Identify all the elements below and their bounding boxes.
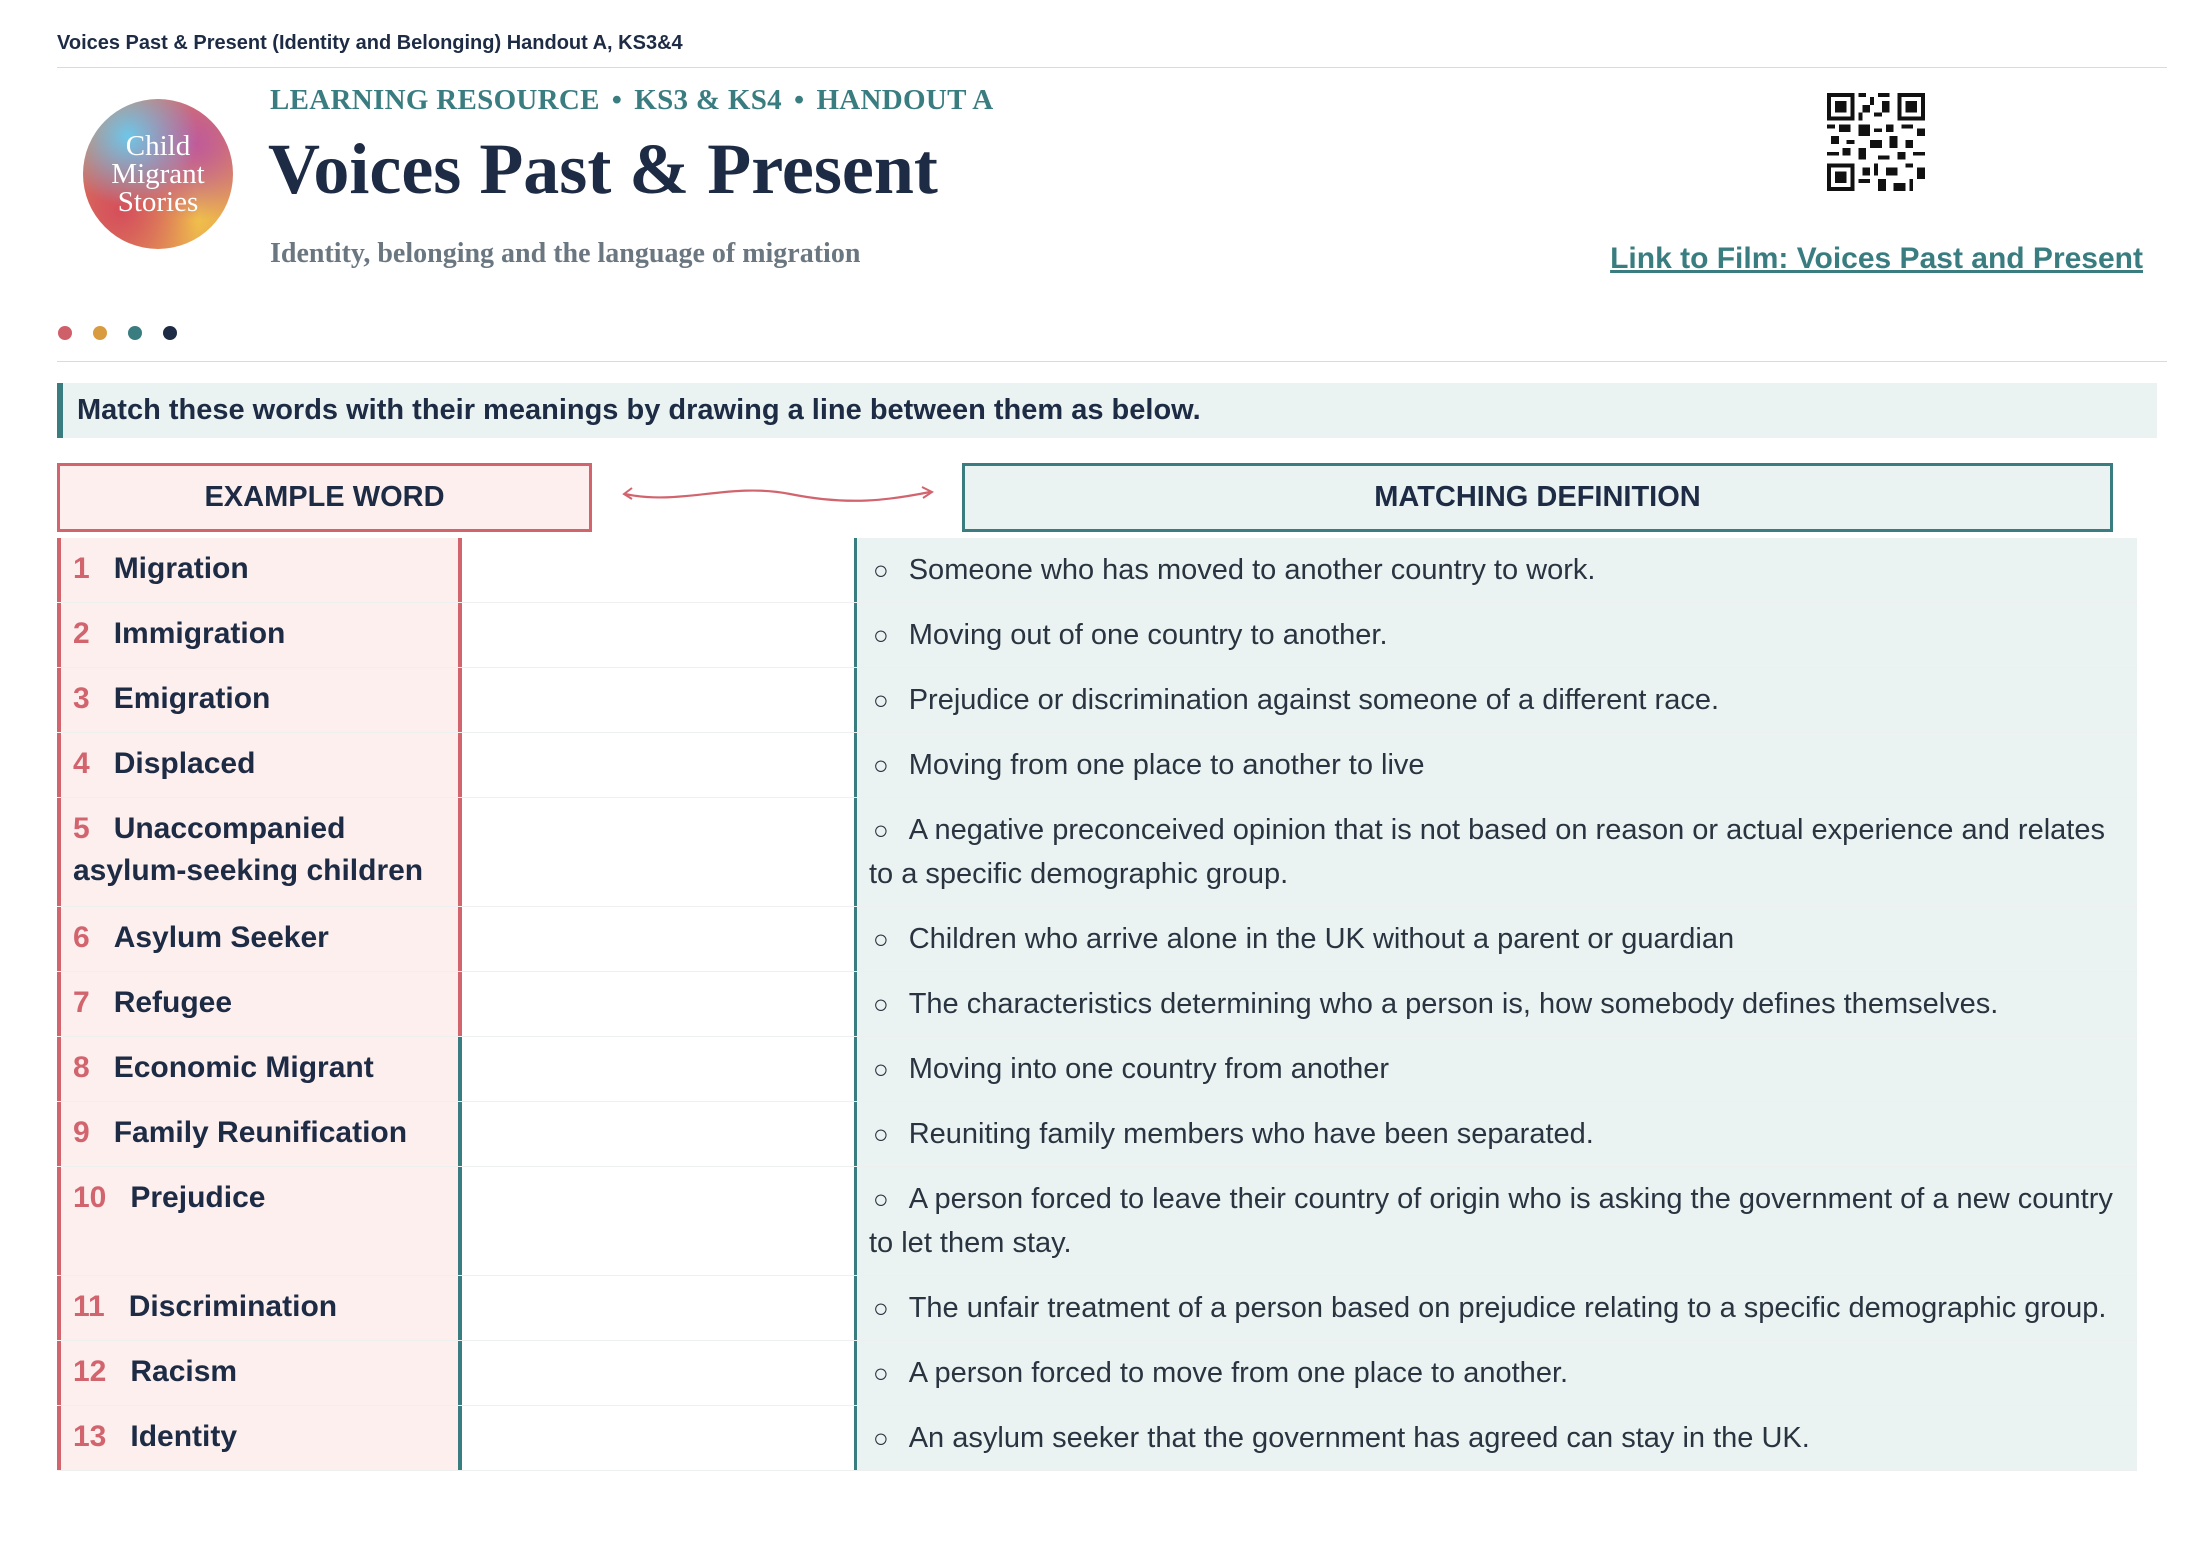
word-label: Economic Migrant — [113, 1051, 374, 1084]
example-word-cell[interactable] — [57, 1406, 462, 1470]
table-row — [57, 603, 2137, 668]
example-word-cell[interactable] — [57, 1276, 462, 1340]
table-row — [57, 1037, 2137, 1102]
running-header: Voices Past & Present (Identity and Belonging) Handout A, KS3&4 — [57, 32, 2167, 68]
kicker-handout: HANDOUT A — [816, 84, 994, 116]
word-number: 1 — [73, 552, 90, 585]
example-word-cell[interactable] — [57, 907, 462, 971]
matching-table — [57, 538, 2137, 1471]
table-row — [57, 668, 2137, 733]
word-label: Family Reunification — [113, 1116, 408, 1149]
circle-bullet-icon: ○ — [873, 620, 889, 650]
definition-text: Moving out of one country to another. — [908, 619, 1388, 651]
drawing-gap[interactable] — [462, 603, 854, 667]
circle-bullet-icon: ○ — [873, 1119, 889, 1149]
example-word-cell[interactable] — [57, 733, 462, 797]
drawing-gap[interactable] — [462, 1276, 854, 1340]
resource-kicker — [270, 84, 993, 117]
definition-cell[interactable] — [854, 907, 2137, 971]
table-row — [57, 972, 2137, 1037]
word-number: 10 — [73, 1181, 107, 1214]
definition-cell[interactable] — [854, 538, 2137, 602]
word-number: 9 — [73, 1116, 90, 1149]
table-row — [57, 798, 2137, 907]
word-number: 7 — [73, 986, 90, 1019]
decor-dot — [58, 326, 72, 340]
word-label: Identity — [130, 1420, 238, 1453]
circle-bullet-icon: ○ — [873, 1054, 889, 1084]
squiggle-line-icon — [620, 478, 940, 510]
word-label: Asylum Seeker — [113, 921, 329, 954]
divider — [57, 361, 2167, 362]
drawing-gap[interactable] — [462, 1102, 854, 1166]
decor-dot — [163, 326, 177, 340]
definition-cell[interactable] — [854, 668, 2137, 732]
example-word-header: EXAMPLE WORD — [57, 463, 592, 532]
definition-cell[interactable] — [854, 1102, 2137, 1166]
kicker-key-stage: KS3 & KS4 — [634, 84, 782, 116]
drawing-gap[interactable] — [462, 907, 854, 971]
table-row — [57, 1341, 2137, 1406]
word-number: 3 — [73, 682, 90, 715]
decor-dot — [93, 326, 107, 340]
word-number: 4 — [73, 747, 90, 780]
definition-text: Someone who has moved to another country to work. — [908, 554, 1596, 586]
word-label: Migration — [113, 552, 249, 585]
definition-text: Prejudice or discrimination against someone of a different race. — [908, 684, 1720, 716]
drawing-gap[interactable] — [462, 538, 854, 602]
drawing-gap[interactable] — [462, 798, 854, 906]
kicker-learning-resource: LEARNING RESOURCE — [270, 84, 600, 116]
definition-text: The characteristics determining who a person is, how somebody defines themselves. — [908, 988, 1999, 1020]
definition-text: A person forced to leave their country of origin who is asking the government of a new country to let them stay. — [869, 1183, 2113, 1259]
instruction-banner: Match these words with their meanings by drawing a line between them as below. — [57, 383, 2157, 438]
word-number: 12 — [73, 1355, 107, 1388]
word-label: Displaced — [113, 747, 256, 780]
circle-bullet-icon: ○ — [873, 1293, 889, 1323]
drawing-gap[interactable] — [462, 668, 854, 732]
table-row — [57, 1276, 2137, 1341]
drawing-gap[interactable] — [462, 1037, 854, 1101]
definition-cell[interactable] — [854, 1276, 2137, 1340]
table-row — [57, 538, 2137, 603]
example-word-cell[interactable] — [57, 603, 462, 667]
table-row — [57, 907, 2137, 972]
example-word-cell[interactable] — [57, 1102, 462, 1166]
word-label: Refugee — [113, 986, 233, 1019]
definition-text: A person forced to move from one place to another. — [908, 1357, 1569, 1389]
example-word-cell[interactable] — [57, 798, 462, 906]
word-label: Prejudice — [130, 1181, 266, 1214]
matching-definition-header: MATCHING DEFINITION — [962, 463, 2113, 532]
logo-line-1: Child — [125, 130, 191, 162]
drawing-gap[interactable] — [462, 1167, 854, 1275]
definition-text: Moving from one place to another to live — [908, 749, 1425, 781]
definition-cell[interactable] — [854, 798, 2137, 906]
definition-text: Moving into one country from another — [908, 1053, 1390, 1085]
definition-cell[interactable] — [854, 972, 2137, 1036]
definition-text: The unfair treatment of a person based on prejudice relating to a specific demographic group. — [908, 1292, 2107, 1324]
circle-bullet-icon: ○ — [873, 815, 889, 845]
example-word-cell[interactable] — [57, 972, 462, 1036]
word-number: 8 — [73, 1051, 90, 1084]
table-row — [57, 1406, 2137, 1471]
table-row — [57, 1102, 2137, 1167]
word-number: 11 — [73, 1290, 105, 1323]
example-word-cell[interactable] — [57, 668, 462, 732]
example-word-cell[interactable] — [57, 538, 462, 602]
word-label: Unaccompanied asylum-seeking children — [73, 812, 424, 887]
definition-text: A negative preconceived opinion that is not based on reason or actual experience and relates to a specific demographic group. — [869, 814, 2105, 890]
word-label: Immigration — [113, 617, 286, 650]
drawing-gap[interactable] — [462, 733, 854, 797]
word-label: Discrimination — [128, 1290, 338, 1323]
word-number: 13 — [73, 1420, 107, 1453]
word-label: Racism — [130, 1355, 238, 1388]
kicker-separator: • — [793, 84, 805, 116]
table-row — [57, 1167, 2137, 1276]
word-label: Emigration — [113, 682, 271, 715]
drawing-gap[interactable] — [462, 1406, 854, 1470]
example-word-cell[interactable] — [57, 1037, 462, 1101]
circle-bullet-icon: ○ — [873, 750, 889, 780]
drawing-gap[interactable] — [462, 972, 854, 1036]
definition-cell[interactable] — [854, 733, 2137, 797]
page-title: Voices Past & Present — [268, 129, 938, 209]
example-word-cell[interactable] — [57, 1341, 462, 1405]
kicker-separator: • — [611, 84, 623, 116]
circle-bullet-icon: ○ — [873, 1358, 889, 1388]
definition-cell[interactable] — [854, 1167, 2137, 1275]
word-number: 5 — [73, 812, 90, 845]
word-number: 2 — [73, 617, 90, 650]
circle-bullet-icon: ○ — [873, 555, 889, 585]
circle-bullet-icon: ○ — [873, 1423, 889, 1453]
drawing-gap[interactable] — [462, 1341, 854, 1405]
logo-line-2: Migrant — [111, 158, 205, 190]
child-migrant-stories-logo — [83, 99, 233, 249]
logo-line-3: Stories — [117, 186, 199, 218]
film-link[interactable]: Link to Film: Voices Past and Present — [1610, 242, 2143, 275]
definition-cell[interactable] — [854, 1406, 2137, 1470]
definition-cell[interactable] — [854, 1341, 2137, 1405]
definition-text: Children who arrive alone in the UK without a parent or guardian — [908, 923, 1735, 955]
page-subtitle: Identity, belonging and the language of migration — [270, 238, 861, 269]
circle-bullet-icon: ○ — [873, 1184, 889, 1214]
definition-text: An asylum seeker that the government has agreed can stay in the UK. — [908, 1422, 1810, 1454]
circle-bullet-icon: ○ — [873, 989, 889, 1019]
circle-bullet-icon: ○ — [873, 924, 889, 954]
word-number: 6 — [73, 921, 90, 954]
definition-cell[interactable] — [854, 603, 2137, 667]
example-word-cell[interactable] — [57, 1167, 462, 1275]
decor-dot — [128, 326, 142, 340]
decorative-dots — [58, 326, 177, 340]
qr-code-icon[interactable] — [1827, 93, 1925, 191]
definition-text: Reuniting family members who have been separated. — [908, 1118, 1594, 1150]
definition-cell[interactable] — [854, 1037, 2137, 1101]
circle-bullet-icon: ○ — [873, 685, 889, 715]
table-row — [57, 733, 2137, 798]
